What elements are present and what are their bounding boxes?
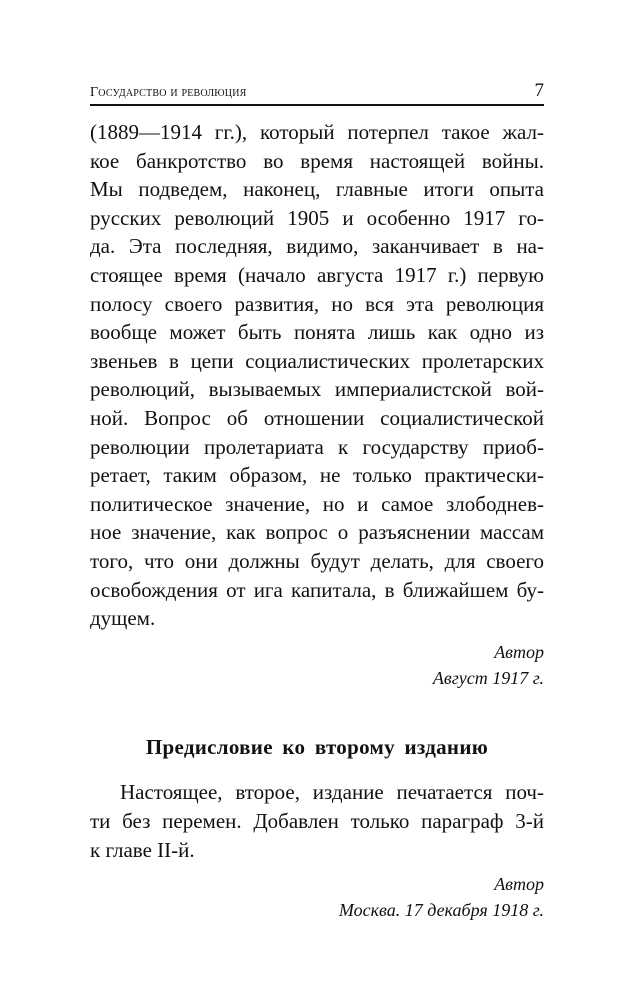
page-number: 7 [534, 80, 544, 101]
running-header [90, 78, 544, 106]
text-line: русских революций 1905 и особенно 1917 го- [90, 205, 544, 230]
text-line: революции пролетариата к государству приоб- [90, 434, 544, 459]
text-line: Мы подведем, наконец, главные итоги опыта [90, 177, 544, 202]
paragraph-1 [90, 118, 544, 633]
text-line: (1889—1914 гг.), который потерпел такое жал- [90, 120, 544, 144]
text-line: полосу своего развития, но вся эта революция [90, 291, 544, 316]
text-line: звеньев в цепи социалистических пролетарских [90, 348, 544, 373]
signature-author: Автор [494, 641, 544, 662]
running-title: Государство и революция [90, 85, 247, 100]
text-line: стоящее время (начало августа 1917 г.) первую [90, 262, 544, 287]
signature-date: Август 1917 г. [432, 667, 544, 688]
text-line: того, что они должны будут делать, для своего [90, 548, 544, 573]
text-line: ное значение, как вопрос о разъяснении массам [90, 520, 544, 545]
signature-author: Автор [494, 873, 544, 894]
text-line: кое банкротство во время настоящей войны. [90, 148, 544, 173]
text-line: освобождения от ига капитала, в ближайшем бу- [90, 577, 544, 602]
text-line: революций, вызываемых империалистской вой- [90, 377, 544, 402]
paragraph-2 [90, 778, 544, 865]
text-line: ной. Вопрос об отношении социалистической [90, 405, 544, 430]
text-line: политическое значение, но и самое злободнев- [90, 491, 544, 516]
book-page [90, 78, 544, 923]
text-line: да. Эта последняя, видимо, заканчивает в на- [90, 234, 544, 259]
text-line: вообще может быть понята лишь как одно из [90, 320, 544, 345]
text-line: к главе II-й. [90, 837, 195, 862]
signature-2 [90, 871, 544, 923]
text-line: ретает, таким образом, не только практически- [90, 463, 544, 488]
text-line: дущем. [90, 606, 156, 631]
section-heading: Предисловие ко второму изданию [145, 734, 489, 759]
text-line: Настоящее, второе, издание печатается поч- [120, 779, 544, 804]
signature-1 [90, 639, 544, 691]
signature-date: Москва. 17 декабря 1918 г. [338, 899, 544, 920]
text-line: ти без перемен. Добавлен только параграф 3-й [90, 808, 544, 833]
